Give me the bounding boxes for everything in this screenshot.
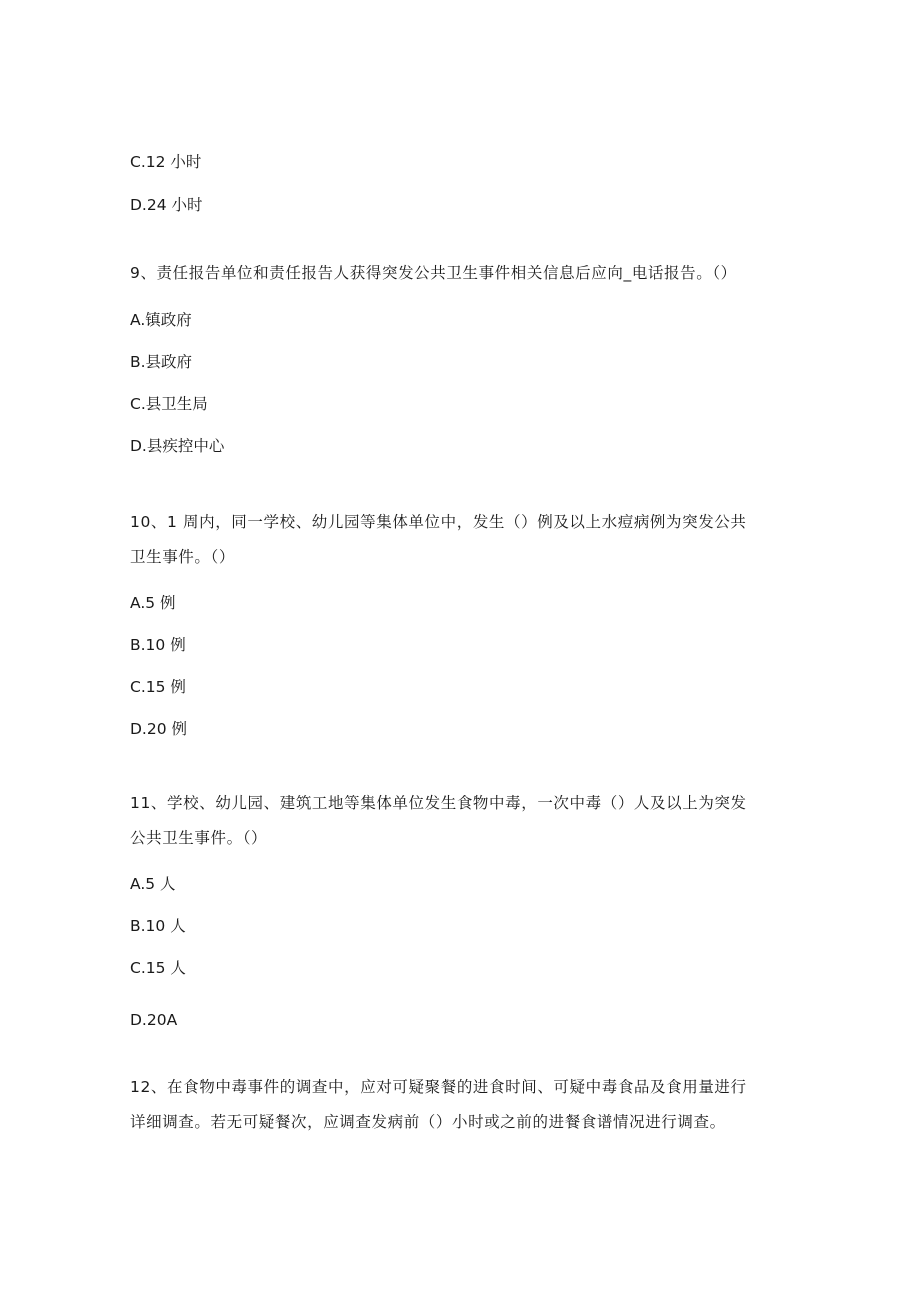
option-d: D.20 例 [130, 720, 188, 738]
option-c: C.县卫生局 [130, 395, 208, 413]
option-d: D.县疾控中心 [130, 437, 225, 455]
option-d: D.24 小时 [130, 196, 203, 214]
question-10-text-line-2: 卫生事件。（） [130, 548, 235, 566]
option-c: C.12 小时 [130, 153, 202, 171]
question-12-text-line-1: 12、在食物中毒事件的调查中，应对可疑聚餐的进食时间、可疑中毒食品及食用量进行 [130, 1078, 747, 1096]
option-a: A.镇政府 [130, 311, 192, 329]
question-9-text: 9、责任报告单位和责任报告人获得突发公共卫生事件相关信息后应向_电话报告。（） [130, 264, 737, 282]
option-c: C.15 人 [130, 959, 186, 977]
option-b: B.10 例 [130, 636, 186, 654]
option-b: B.10 人 [130, 917, 186, 935]
option-a: A.5 人 [130, 875, 176, 893]
question-11-text-line-1: 11、学校、幼儿园、建筑工地等集体单位发生食物中毒，一次中毒（）人及以上为突发 [130, 794, 747, 812]
option-d: D.20A [130, 1011, 178, 1029]
question-12-text-line-2: 详细调查。若无可疑餐次，应调查发病前（）小时或之前的进餐食谱情况进行调查。 [130, 1113, 726, 1131]
option-c: C.15 例 [130, 678, 186, 696]
question-10-text-line-1: 10、1 周内，同一学校、幼儿园等集体单位中，发生（）例及以上水痘病例为突发公共 [130, 513, 747, 531]
question-11-text-line-2: 公共卫生事件。（） [130, 829, 268, 847]
option-a: A.5 例 [130, 594, 176, 612]
option-b: B.县政府 [130, 353, 193, 371]
